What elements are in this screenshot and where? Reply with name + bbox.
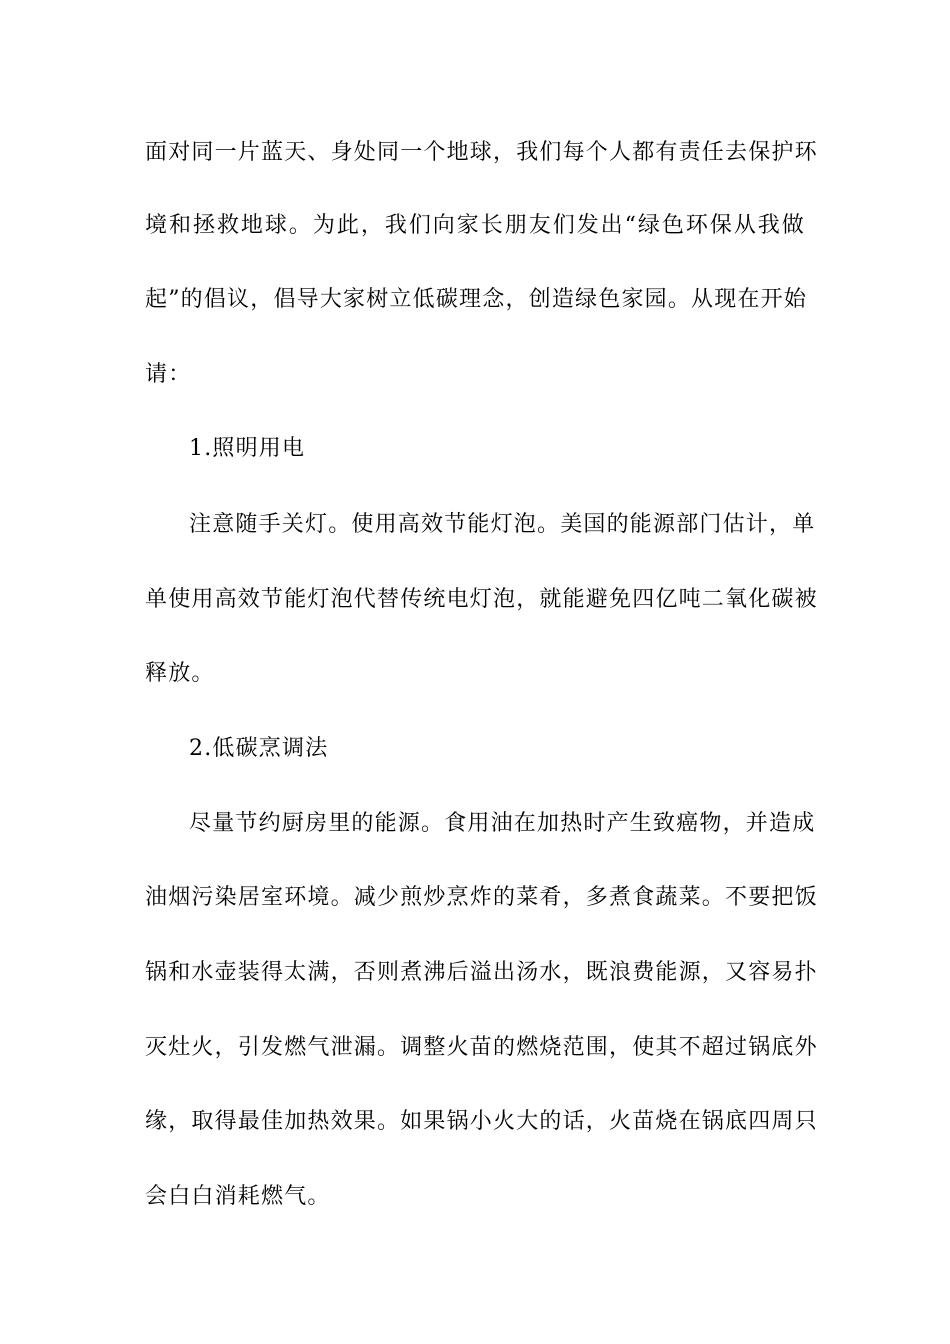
paragraph-intro-line-2: 境和拯救地球。为此，我们向家长朋友们发出“绿色环保从我做	[145, 213, 805, 238]
paragraph-lighting-line-2: 单使用高效节能灯泡代替传统电灯泡，就能避免四亿吨二氧化碳被	[145, 587, 818, 612]
paragraph-cooking-line-6: 会白白消耗燃气。	[145, 1184, 331, 1209]
paragraph-intro-line-1: 面对同一片蓝天、身处同一个地球，我们每个人都有责任去保护环	[145, 140, 818, 165]
section-heading-lighting: 1.照明用电	[189, 436, 306, 461]
paragraph-cooking-line-2: 油烟污染居室环境。减少煎炒烹炸的菜肴，多煮食蔬菜。不要把饭	[145, 885, 818, 910]
paragraph-cooking-line-1: 尽量节约厨房里的能源。食用油在加热时产生致癌物，并造成	[189, 811, 816, 836]
paragraph-intro-line-4: 请：	[145, 362, 192, 387]
paragraph-lighting-line-1: 注意随手关灯。使用高效节能灯泡。美国的能源部门估计，单	[189, 512, 816, 537]
paragraph-cooking-line-5: 缘，取得最佳加热效果。如果锅小火大的话，火苗烧在锅底四周只	[145, 1109, 818, 1134]
paragraph-lighting-line-3: 释放。	[145, 661, 215, 686]
paragraph-cooking-line-3: 锅和水壶装得太满，否则煮沸后溢出汤水，既浪费能源，又容易扑	[145, 960, 818, 985]
paragraph-cooking-line-4: 灭灶火，引发燃气泄漏。调整火苗的燃烧范围，使其不超过锅底外	[145, 1035, 818, 1060]
paragraph-intro-line-3: 起”的倡议，倡导大家树立低碳理念，创造绿色家园。从现在开始	[145, 287, 808, 312]
section-heading-cooking: 2.低碳烹调法	[189, 736, 329, 761]
